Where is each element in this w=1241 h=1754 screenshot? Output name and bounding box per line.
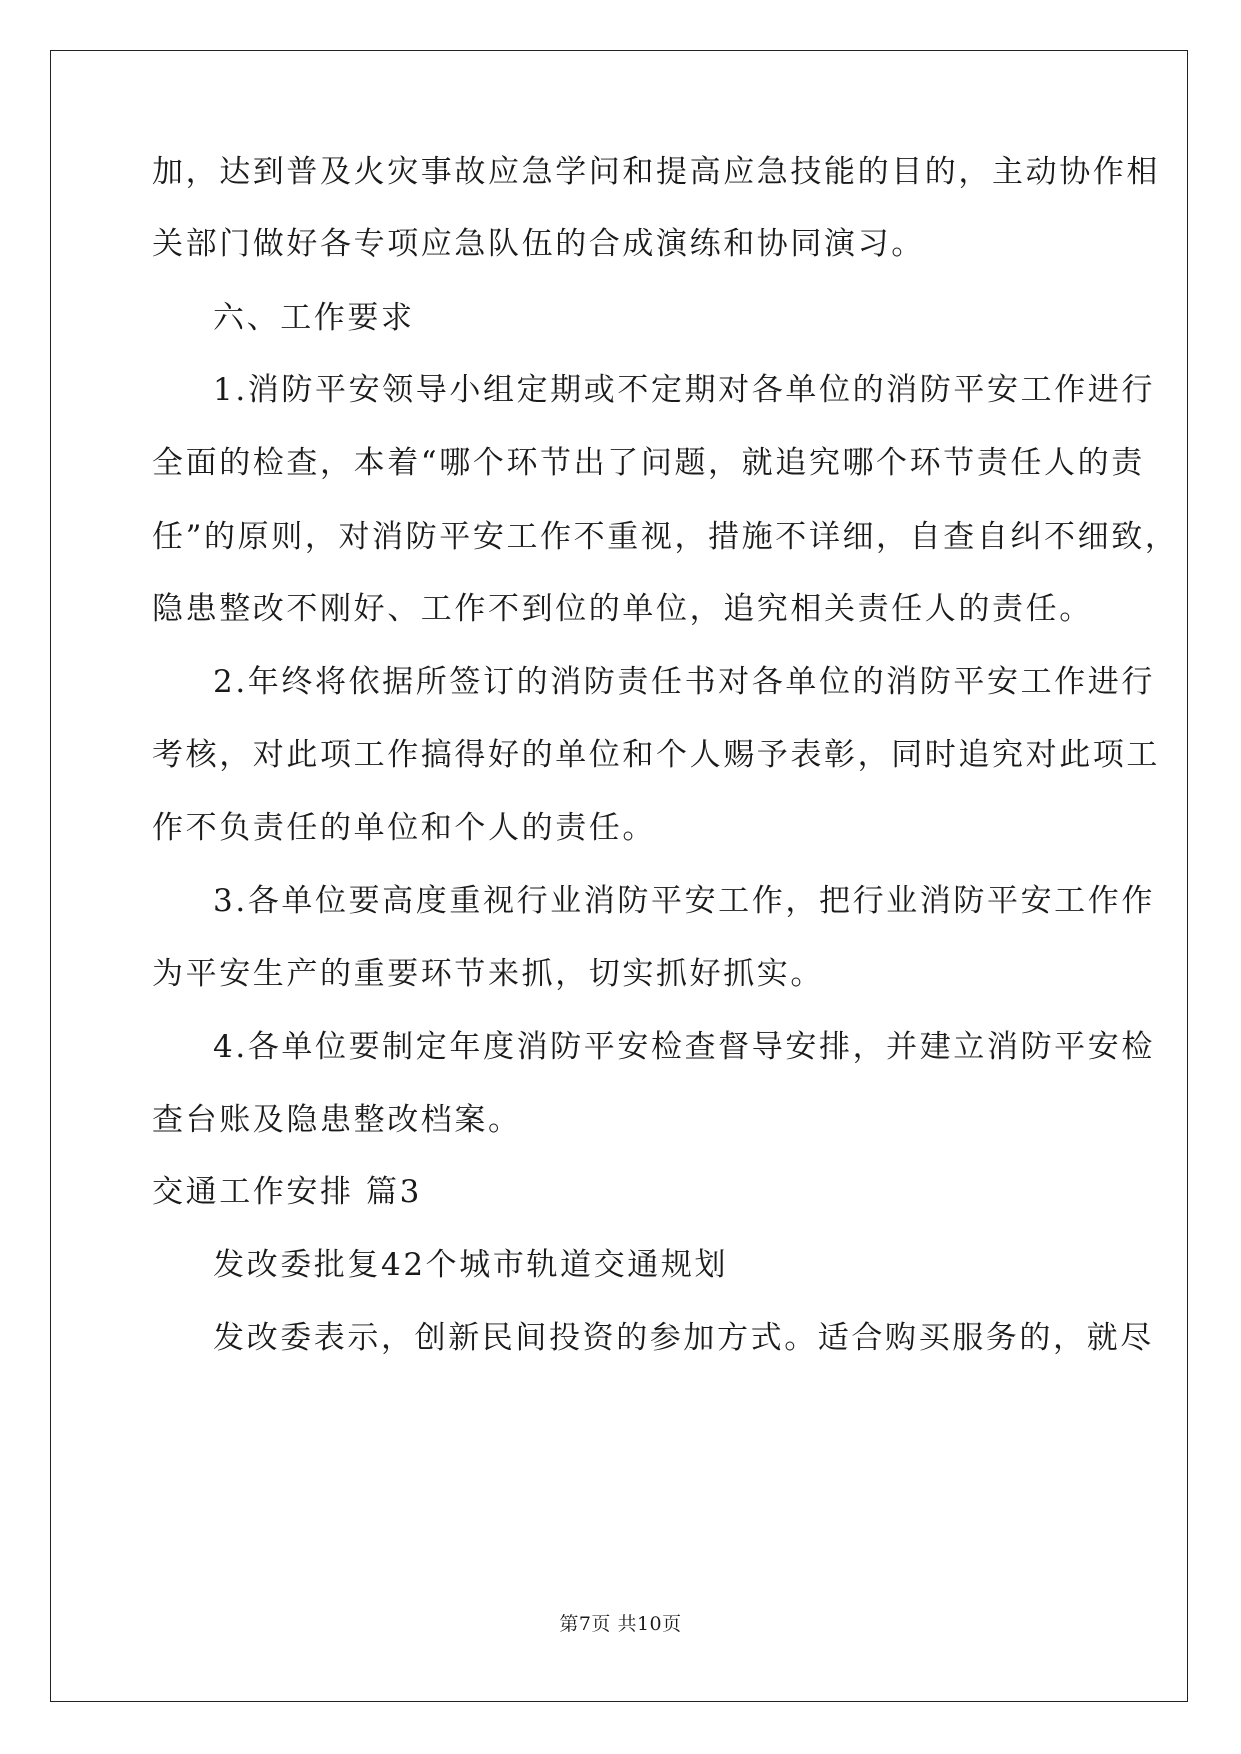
body-text-line: 4.各单位要制定年度消防平安检查督导安排，并建立消防平安检 — [213, 1029, 1155, 1065]
body-text-line: 3.各单位要高度重视行业消防平安工作，把行业消防平安工作作 — [213, 883, 1155, 919]
body-text-line: 发改委表示，创新民间投资的参加方式。适合购买服务的，就尽 — [213, 1320, 1154, 1356]
section-heading: 六、工作要求 — [213, 300, 415, 336]
subheading: 发改委批复42个城市轨道交通规划 — [213, 1247, 729, 1283]
article-heading: 交通工作安排 篇3 — [152, 1174, 422, 1210]
body-text-line: 1.消防平安领导小组定期或不定期对各单位的消防平安工作进行 — [213, 372, 1155, 408]
body-text-line: 任”的原则，对消防平安工作不重视，措施不详细，自查自纠不细致， — [152, 519, 1179, 555]
body-text-line: 考核，对此项工作搞得好的单位和个人赐予表彰，同时追究对此项工 — [152, 737, 1160, 773]
body-text-line: 隐患整改不刚好、工作不到位的单位，追究相关责任人的责任。 — [152, 591, 1093, 627]
body-text-line: 加，达到普及火灾事故应急学问和提高应急技能的目的，主动协作相 — [152, 154, 1160, 190]
body-text-line: 为平安生产的重要环节来抓，切实抓好抓实。 — [152, 956, 824, 992]
body-text-line: 查台账及隐患整改档案。 — [152, 1102, 522, 1138]
page-footer: 第7页 共10页 — [559, 1613, 682, 1635]
body-text-line: 关部门做好各专项应急队伍的合成演练和协同演习。 — [152, 226, 925, 262]
body-text-line: 作不负责任的单位和个人的责任。 — [152, 810, 656, 846]
body-text-line: 2.年终将依据所签订的消防责任书对各单位的消防平安工作进行 — [213, 664, 1155, 700]
body-text-line: 全面的检查，本着“哪个环节出了问题，就追究哪个环节责任人的责 — [152, 445, 1145, 481]
